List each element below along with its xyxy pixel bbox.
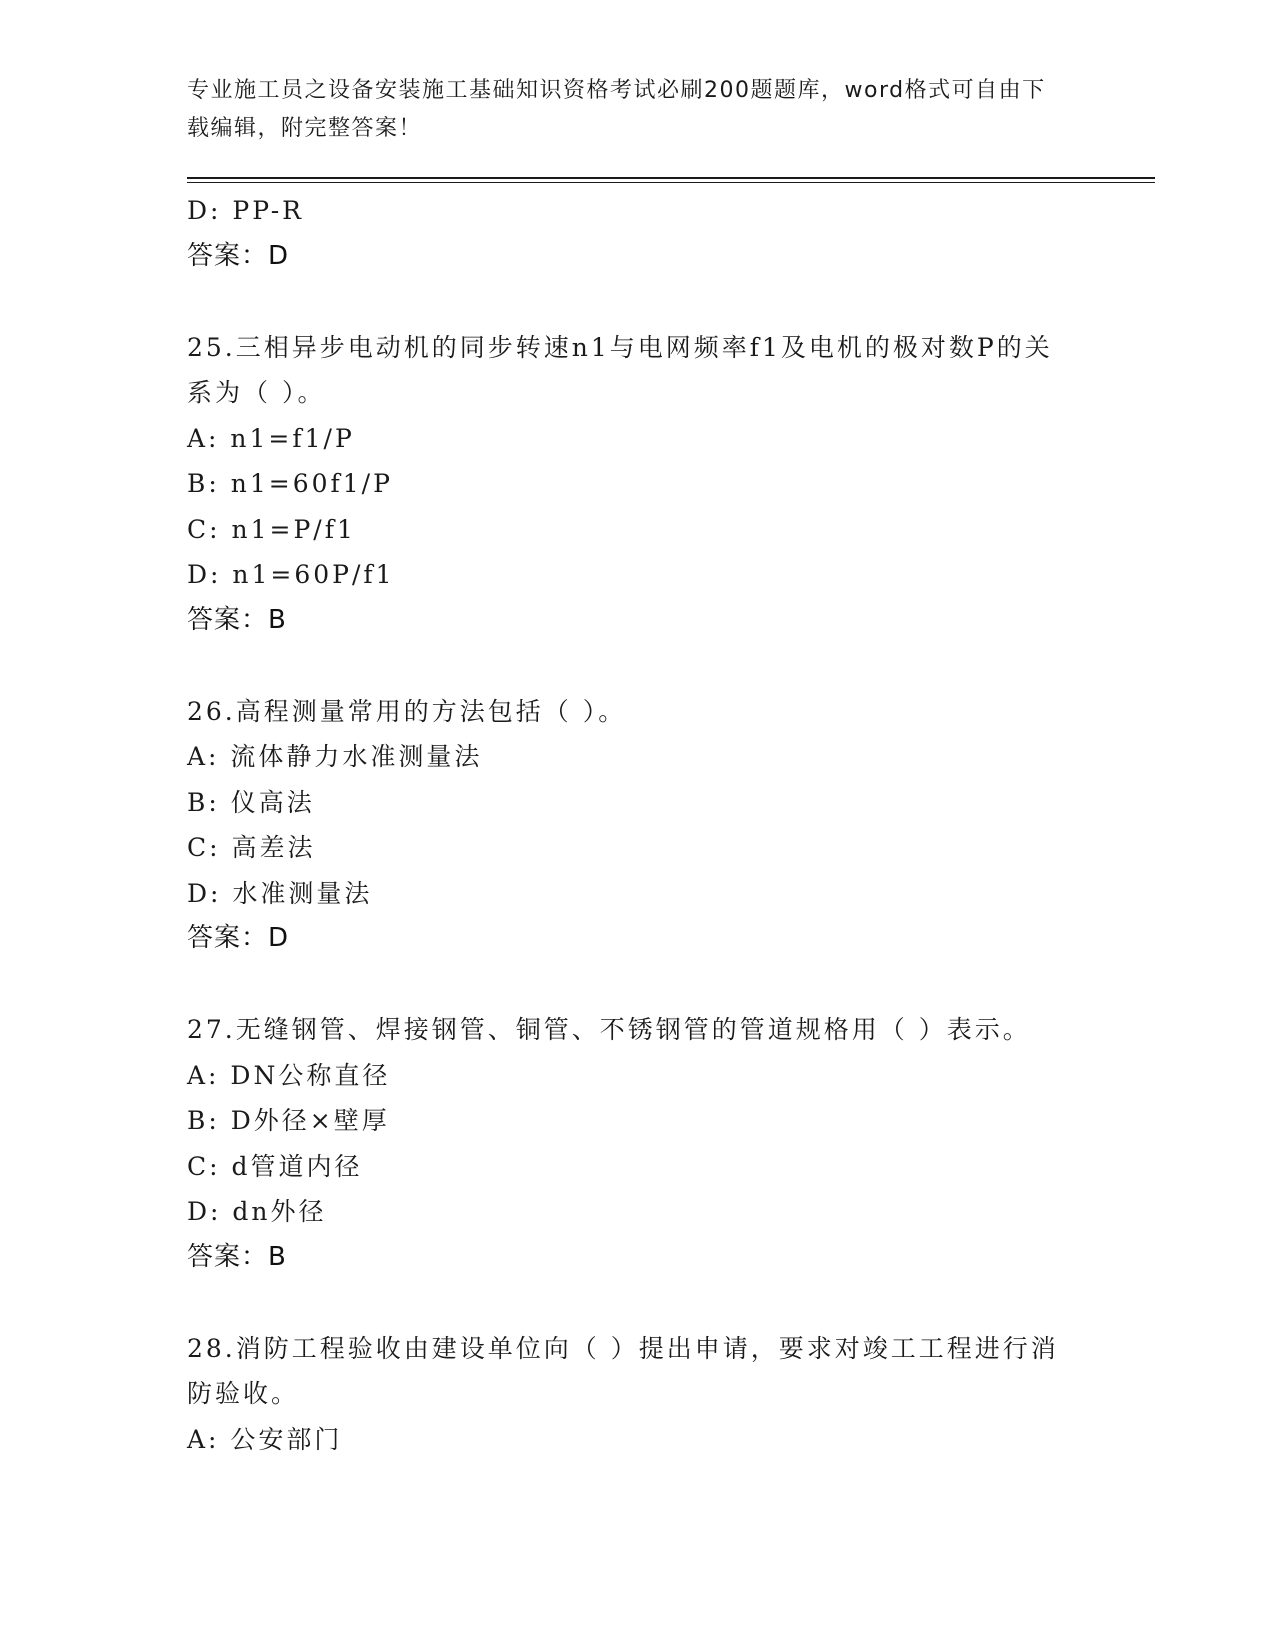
option-d: D: PP-R: [187, 196, 304, 225]
option-b: B: n1=60f1/P: [187, 469, 393, 498]
answer-line: 答案：B: [187, 604, 287, 635]
option-a: A: DN公称直径: [187, 1060, 391, 1090]
question-text: 26.高程测量常用的方法包括（ ）。: [187, 696, 627, 726]
question-text: 25.三相异步电动机的同步转速n1与电网频率f1及电机的极对数P的关系为（ ）。: [187, 332, 1053, 407]
option-b: B: D外径×壁厚: [187, 1106, 390, 1135]
page-header: 专业施工员之设备安装施工基础知识资格考试必刷200题题库，word格式可自由下载编辑，附完整答案！: [187, 78, 1046, 141]
question-26: [187, 689, 1087, 962]
question-27: [187, 1007, 1087, 1280]
option-a: A: 流体静力水准测量法: [187, 742, 483, 771]
answer-line: 答案：D: [187, 923, 290, 953]
answer-line: 答案：D: [187, 240, 290, 271]
option-c: C: n1=P/f1: [187, 514, 356, 544]
option-d: D: n1=60P/f1: [187, 560, 395, 589]
option-a: A: 公安部门: [187, 1424, 343, 1454]
question-text: 28.消防工程验收由建设单位向（ ）提出申请，要求对竣工工程进行消防验收。: [187, 1333, 1059, 1408]
question-list: [187, 188, 1087, 1462]
option-d: D: 水准测量法: [187, 878, 373, 908]
question-25: [187, 325, 1087, 644]
header-rule-thin: [187, 182, 1155, 183]
answer-line: 答案：B: [187, 1241, 287, 1272]
option-d: D: dn外径: [187, 1197, 327, 1226]
question-text: 27.无缝钢管、焊接钢管、铜管、不锈钢管的管道规格用（ ）表示。: [187, 1015, 1031, 1044]
option-c: C: d管道内径: [187, 1151, 363, 1181]
option-a: A: n1=f1/P: [187, 423, 355, 453]
question-28: [187, 1326, 1087, 1463]
question-24-tail: [187, 188, 1087, 279]
header-rule-thick: [187, 177, 1155, 179]
option-b: B: 仪高法: [187, 787, 315, 817]
option-c: C: 高差法: [187, 833, 316, 862]
